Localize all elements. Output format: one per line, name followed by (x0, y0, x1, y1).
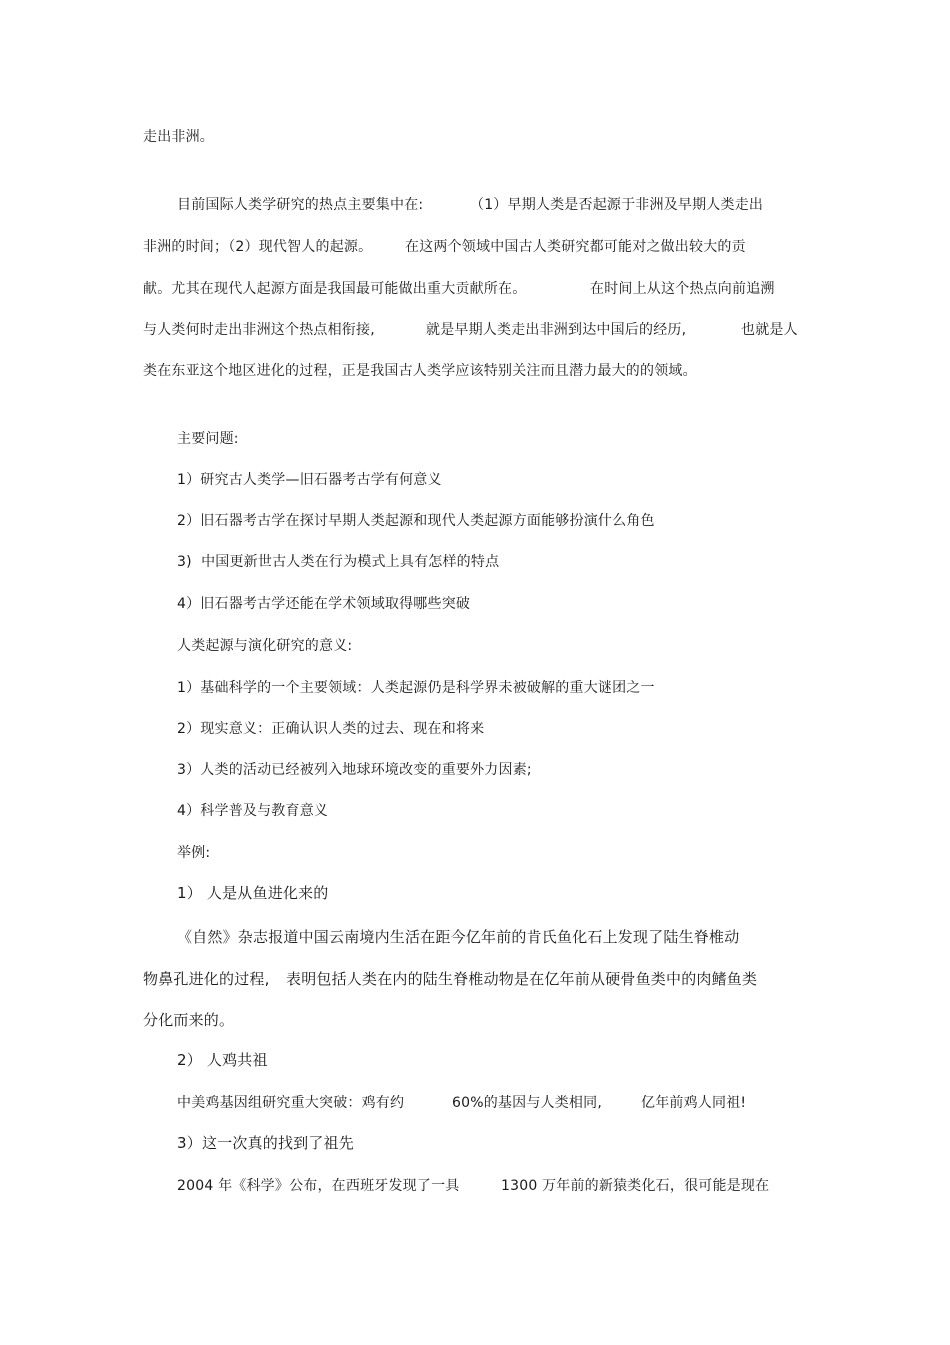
para-line-continued: 走出非洲。 (143, 129, 214, 145)
list-item: 3）人类的活动已经被列入地球环境改变的重要外力因素; (177, 762, 532, 778)
list-item: 4）科学普及与教育意义 (177, 803, 329, 819)
text-segment: 在时间上从这个热点向前追溯 (590, 281, 775, 297)
list-item: 3) 中国更新世古人类在行为模式上具有怎样的特点 (177, 554, 500, 570)
list-item: 2）旧石器考古学在探讨早期人类起源和现代人类起源方面能够扮演什么角色 (177, 513, 655, 529)
para-line (0, 970, 950, 1042)
para-line (0, 1177, 950, 1249)
para-line: 分化而来的。 (143, 1011, 235, 1029)
example-heading: 1） 人是从鱼进化来的 (177, 884, 329, 902)
para-line (0, 1094, 950, 1184)
text-segment: 非洲的时间；（2）现代智人的起源。 (143, 239, 373, 255)
example-heading: 2） 人鸡共祖 (177, 1051, 268, 1069)
text-segment: 在这两个领域中国古人类研究都可能对之做出较大的贡 (405, 239, 746, 255)
text-segment: 目前国际人类学研究的热点主要集中在: (177, 197, 424, 213)
text-segment: 也就是人 (741, 322, 798, 338)
text-segment: 献。尤其在现代人起源方面是我国最可能做出重大贡献所在。 (143, 281, 527, 297)
section-heading: 举例: (177, 845, 211, 861)
text-segment: 就是早期人类走出非洲到达中国后的经历, (426, 322, 687, 338)
text-segment: 中美鸡基因组研究重大突破：鸡有约 (177, 1095, 405, 1111)
text-segment: 亿年前鸡人同祖! (641, 1095, 747, 1111)
text-segment: 与人类何时走出非洲这个热点相衔接, (143, 322, 375, 338)
list-item: 1）研究古人类学—旧石器考古学有何意义 (177, 472, 442, 488)
list-item: 4）旧石器考古学还能在学术领域取得哪些突破 (177, 596, 471, 612)
text-segment: （1）早期人类是否起源于非洲及早期人类走出 (470, 197, 764, 213)
text-segment: 物鼻孔进化的过程, (143, 970, 270, 988)
text-segment: 2004 年《科学》公布，在西班牙发现了一具 (177, 1178, 460, 1194)
text-segment: 表明包括人类在内的陆生脊椎动物是在亿年前从硬骨鱼类中的肉鳍鱼类 (286, 970, 758, 988)
section-heading: 人类起源与演化研究的意义: (177, 638, 353, 654)
para-line: 《自然》杂志报道中国云南境内生活在距今亿年前的肯氏鱼化石上发现了陆生脊椎动 (177, 928, 740, 946)
para-line: 类在东亚这个地区进化的过程，正是我国古人类学应该特别关注而且潜力最大的的领域。 (143, 363, 697, 379)
list-item: 1）基础科学的一个主要领域：人类起源仍是科学界未被破解的重大谜团之一 (177, 680, 655, 696)
example-heading: 3）这一次真的找到了祖先 (177, 1134, 354, 1152)
section-heading: 主要问题: (177, 431, 239, 447)
text-segment: 1300 万年前的新猿类化石，很可能是现在 (501, 1178, 770, 1194)
list-item: 2）现实意义：正确认识人类的过去、现在和将来 (177, 721, 485, 737)
text-segment: 60%的基因与人类相同, (452, 1095, 602, 1111)
